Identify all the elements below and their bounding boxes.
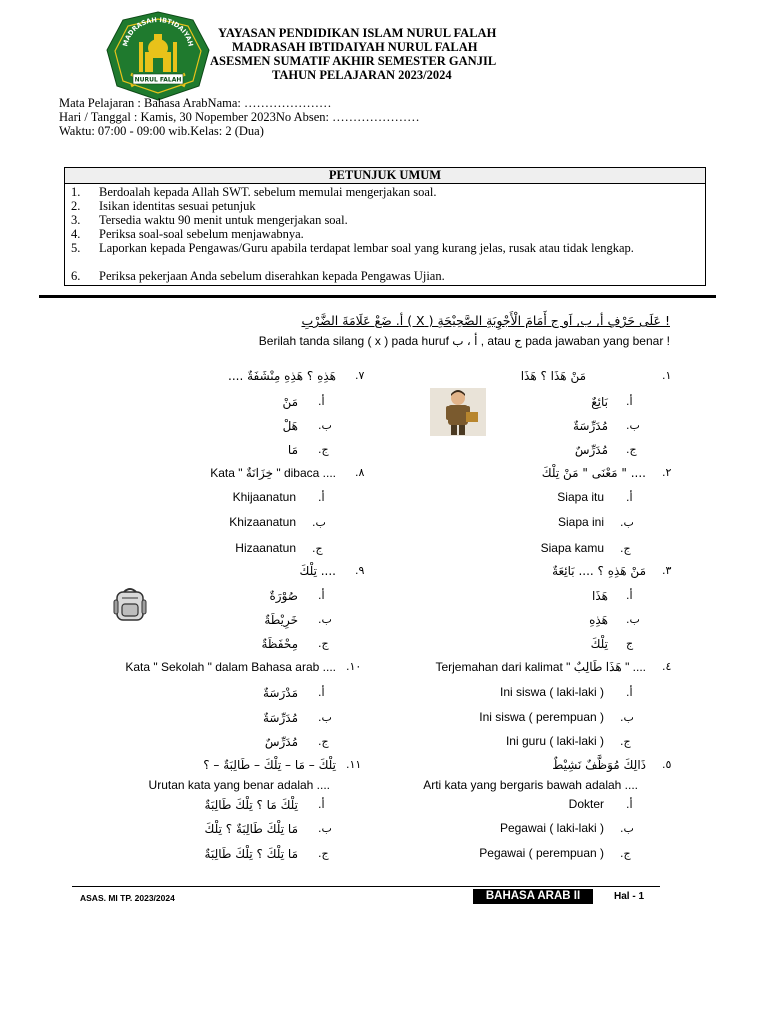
option-letter: ج [626, 637, 634, 650]
backpack-picture [113, 586, 147, 622]
question-subtext: Arti kata yang bergaris bawah adalah .... [423, 778, 638, 792]
option-text: مَنْ [282, 395, 298, 409]
option-letter: ج. [318, 637, 329, 650]
question-text: .... تِلْكَ [299, 564, 336, 578]
instruction-text: Tersedia waktu 90 menit untuk mengerjakan soal. [99, 213, 348, 227]
question-text: ذَالِكَ مُوَظَّفٌ نَشِيْطٌ [552, 758, 646, 772]
question-number: ١١. [346, 758, 362, 771]
option-text: هَذِهِ [589, 613, 608, 627]
option-text: Ini guru ( laki-laki ) [505, 734, 604, 748]
header-school: MADRASAH IBTIDAIYAH NURUL FALAH [232, 40, 478, 54]
question-text: مَنْ هَذَا ؟ هَذَا [520, 369, 586, 383]
vendor-picture [430, 388, 486, 436]
question-number: ٤. [662, 660, 672, 673]
directions-arabic: ! عَلَى حَرْفِ أ, ب, اَو ج أَمَامَ الْأَجْوِبَةِ الصَّحِيْحَةِ ( X ) أ. ضَعْ عَلَامَةَ الضَّرْبِ [301, 313, 670, 328]
option-text: تِلْكَ مَا ؟ تِلْكَ طَالِبَةٌ [204, 798, 298, 812]
question-number: ٧. [355, 369, 365, 382]
option-text: Dokter [568, 797, 604, 811]
instruction-number: 6. [71, 269, 81, 283]
question-number: ٣. [662, 564, 672, 577]
option-letter: ج. [620, 542, 631, 555]
option-letter: ب. [620, 711, 634, 724]
option-text: Pegawai ( laki-laki ) [499, 821, 604, 835]
instruction-text: Berdoalah kepada Allah SWT. sebelum memulai mengerjakan soal. [99, 185, 437, 199]
question-number: ١. [662, 369, 672, 382]
option-text: Hizaanatun [235, 541, 296, 555]
header-exam: ASESMEN SUMATIF AKHIR SEMESTER GANJIL [210, 54, 497, 68]
question-number: ٥. [662, 758, 672, 771]
option-text: صُوْرَةٌ [269, 589, 298, 603]
instruction-text: Isikan identitas sesuai petunjuk [99, 199, 256, 213]
instruction-text: Laporkan kepada Pengawas/Guru apabila terdapat lembar soal yang kurang jelas, rusak atau tidak lengkap. [99, 241, 634, 255]
option-letter: ج. [318, 847, 329, 860]
option-text: مُدَرِّسٌ [264, 735, 298, 749]
instructions-title: PETUNJUK UMUM [65, 168, 705, 184]
footer-subject-badge: BAHASA ARAB II [473, 889, 593, 904]
option-text: مَدْرَسَةٌ [262, 686, 298, 700]
option-text: Siapa itu [557, 490, 604, 504]
question-subtext: Urutan kata yang benar adalah .... [148, 778, 330, 792]
footer-divider [72, 886, 660, 887]
option-letter: أ. [318, 589, 325, 602]
option-letter: ج. [626, 443, 637, 456]
option-text: هَذَا [592, 589, 608, 603]
option-text: Siapa kamu [540, 541, 604, 555]
option-text: مِحْفَظَةٌ [261, 637, 298, 651]
option-text: مُدَرِّسَةٌ [262, 711, 298, 725]
madrasah-logo [103, 10, 213, 102]
option-letter: أ. [626, 491, 633, 504]
instruction-number: 5. [71, 241, 81, 255]
option-letter: ب. [318, 822, 332, 835]
general-instructions [64, 167, 706, 286]
option-letter: ب. [620, 822, 634, 835]
option-letter: ب. [626, 613, 640, 626]
instruction-number: 3. [71, 213, 81, 227]
header-foundation: YAYASAN PENDIDIKAN ISLAM NURUL FALAH [218, 26, 497, 40]
question-number: ٢. [662, 466, 672, 479]
option-letter: ب. [318, 419, 332, 432]
option-letter: ج. [620, 847, 631, 860]
option-letter: أ. [318, 798, 325, 811]
option-text: مَا تِلْكَ ؟ تِلْكَ طَالِبَةٌ [204, 847, 298, 861]
option-letter: أ. [318, 686, 325, 699]
question-text: Terjemahan dari kalimat " هَذَا طَالِبٌ " .... [435, 660, 646, 674]
option-letter: أ. [318, 395, 325, 408]
meta-date-absen: Hari / Tanggal : Kamis, 30 Nopember 2023No Absen: ………………… [59, 110, 420, 124]
meta-subject-name: Mata Pelajaran : Bahasa ArabNama: ………………… [59, 96, 332, 110]
option-letter: أ. [626, 589, 633, 602]
option-letter: ب. [626, 419, 640, 432]
question-text: هَذِهِ ؟ هَذِهِ مِنْشَفَةٌ .... [228, 369, 336, 383]
option-text: بَائِعٌ [591, 395, 608, 409]
option-text: مَا [287, 443, 298, 457]
option-text: هَلْ [282, 419, 298, 433]
question-number: ١٠. [346, 660, 362, 673]
option-letter: أ. [626, 395, 633, 408]
question-text: .... " مَعْنَى " مَنْ تِلْكَ [541, 466, 646, 480]
option-text: Ini siswa ( laki-laki ) [499, 685, 604, 699]
option-text: Ini siswa ( perempuan ) [479, 710, 604, 724]
instruction-number: 1. [71, 185, 81, 199]
question-text: مَنْ هَذِهِ ؟ .... بَائِعَةٌ [552, 564, 646, 578]
question-number: ٨. [355, 466, 365, 479]
question-text: Kata " خِزَانَةٌ " dibaca .... [210, 466, 336, 480]
option-letter: أ. [318, 491, 325, 504]
option-text: Khijaanatun [232, 490, 296, 504]
footer-page-number: Hal - 1 [614, 891, 645, 902]
header-year: TAHUN PELAJARAN 2023/2024 [272, 68, 452, 82]
option-letter: ب. [318, 711, 332, 724]
option-letter: ب. [312, 516, 326, 529]
question-number: ٩. [355, 564, 365, 577]
section-divider [39, 295, 716, 298]
option-text: مَا تِلْكَ طَالِبَةٌ ؟ تِلْكَ [204, 822, 298, 836]
instruction-number: 4. [71, 227, 81, 241]
option-text: مُدَرِّسَةٌ [572, 419, 608, 433]
option-letter: ج. [312, 542, 323, 555]
instruction-text: Periksa pekerjaan Anda sebelum diserahkan kepada Pengawas Ujian. [99, 269, 445, 283]
option-text: Siapa ini [557, 515, 604, 529]
meta-time-class: Waktu: 07:00 - 09:00 wib.Kelas: 2 (Dua) [59, 124, 264, 138]
question-text: Kata " Sekolah " dalam Bahasa arab .... [125, 660, 336, 674]
option-text: Pegawai ( perempuan ) [479, 846, 604, 860]
logo-arc-text: MADRASAH IBTIDAIYAH [121, 15, 195, 48]
option-text: مُدَرِّسٌ [574, 443, 608, 457]
option-letter: ج. [318, 443, 329, 456]
option-letter: أ. [626, 798, 633, 811]
footer-exam-code: ASAS. MI TP. 2023/2024 [80, 893, 175, 903]
option-letter: ب. [318, 613, 332, 626]
option-letter: ج. [318, 735, 329, 748]
directions-latin: Berilah tanda silang ( x ) pada huruf أ ، ب , atau ج pada jawaban yang benar ! [258, 334, 670, 348]
option-text: خَرِيْطَةٌ [264, 613, 298, 627]
option-letter: ب. [620, 516, 634, 529]
option-text: تِلْكَ [590, 637, 608, 651]
logo-banner-text: NURUL FALAH [134, 76, 182, 84]
instruction-number: 2. [71, 199, 81, 213]
question-text: تِلْكَ – مَا – تِلْكَ – طَالِبَةٌ – ؟ [203, 758, 336, 772]
option-text: Khizaanatun [229, 515, 296, 529]
option-letter: أ. [626, 686, 633, 699]
option-letter: ج. [620, 735, 631, 748]
instruction-text: Periksa soal-soal sebelum menjawabnya. [99, 227, 304, 241]
